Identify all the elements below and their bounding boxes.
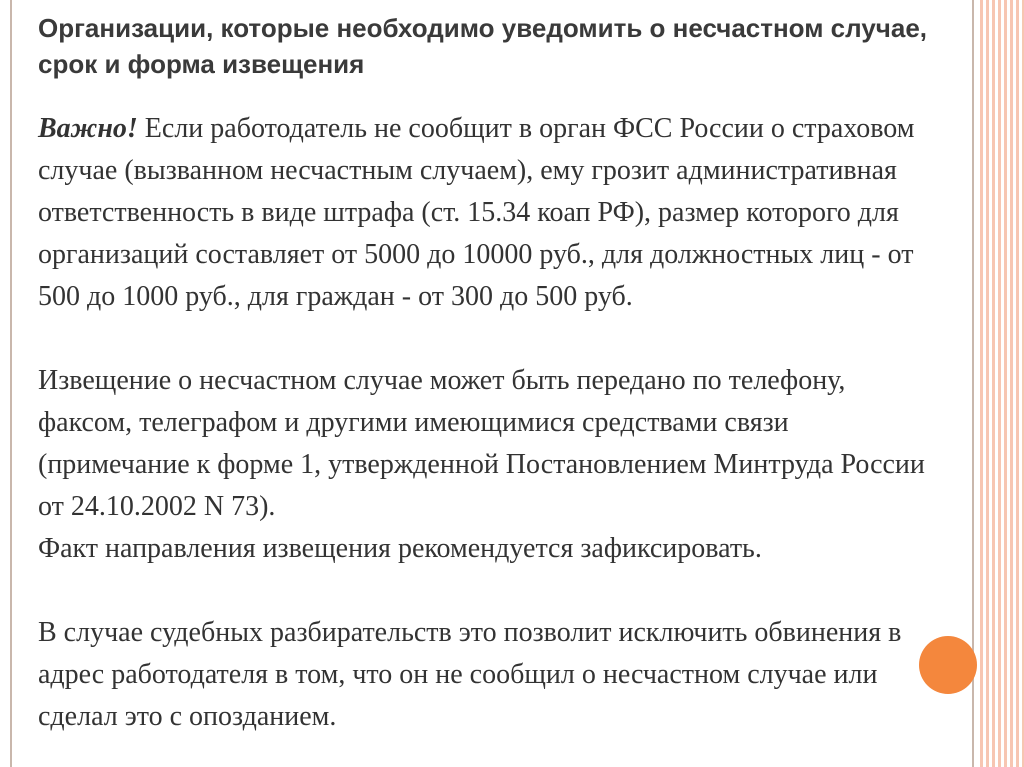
important-label: Важно! (38, 113, 138, 144)
slide-title: Организации, которые необходимо уведомить о несчастном случае, срок и форма извещения (38, 13, 928, 79)
slide-body (38, 108, 938, 738)
recommendation-text: Факт направления извещения рекомендуется зафиксировать. (38, 533, 762, 564)
notification-text: Извещение о несчастном случае может быть передано по телефону, факсом, телеграфом и другими имеющимися средствами связи (примечание к форме 1, утвержденной Постановлением Минтруда России от 24.10.2002 N 73). (38, 365, 925, 522)
fine-text: Если работодатель не сообщит в орган ФСС России о страховом случае (вызванном несчастным случаем), ему грозит административная ответственность в виде штрафа (ст. 15.34 коап РФ), размер которого для организаций составляет от 5000 до 10000 руб., для должностных лиц - от 500 до 1000 руб., для граждан - от 300 до 500 руб. (38, 113, 915, 312)
paragraph-notification (38, 360, 938, 570)
decorative-stripes (980, 0, 1024, 767)
paragraph-court: В случае судебных разбирательств это позволит исключить обвинения в адрес работодателя в том, что он не сообщил о несчастном случае или сделал это с опозданием. (38, 617, 902, 732)
paragraph-fine (38, 108, 938, 318)
